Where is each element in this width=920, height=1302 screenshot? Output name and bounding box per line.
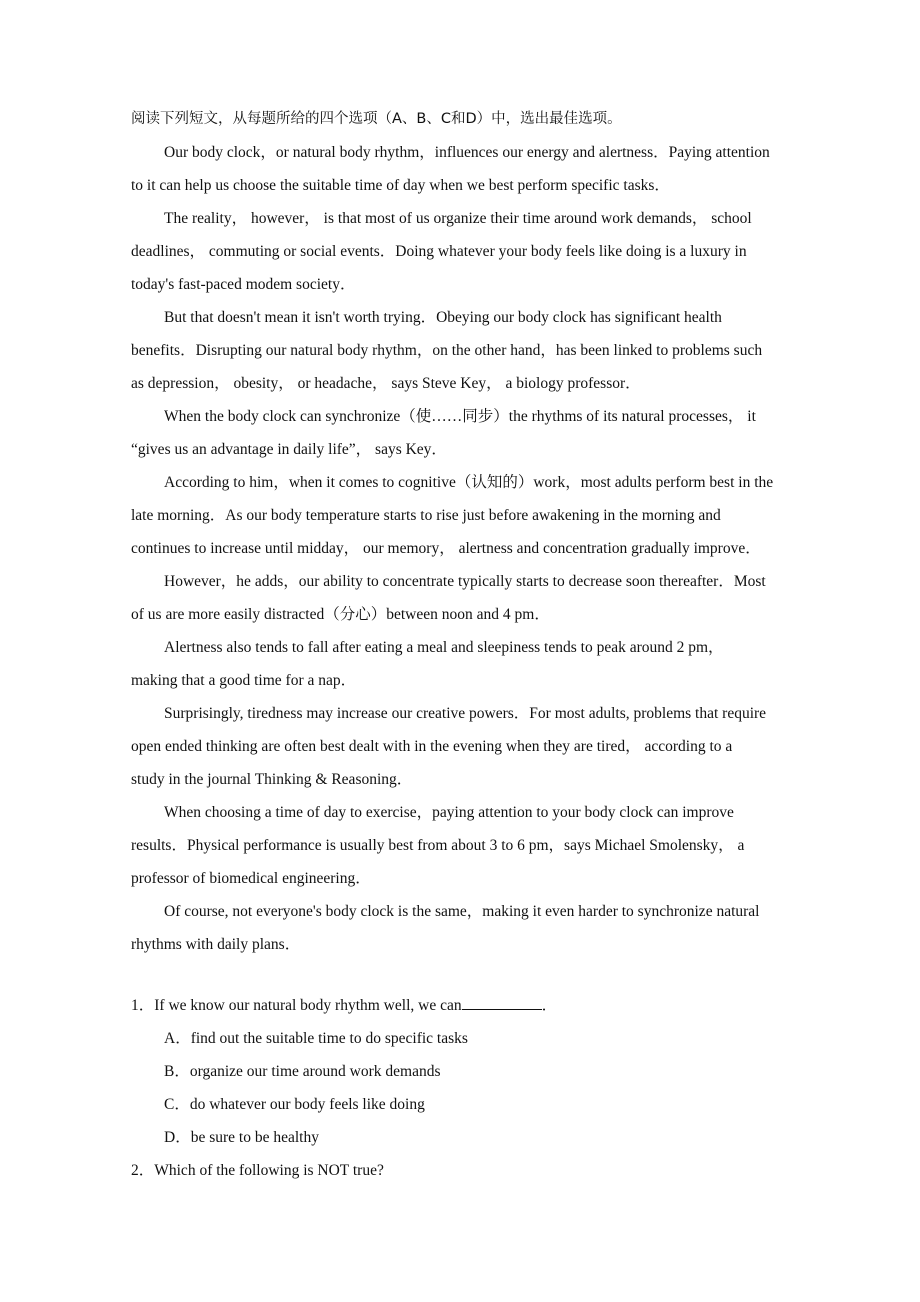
reading-passage: [131, 136, 796, 961]
passage-line: “gives us an advantage in daily life”， says Key．: [131, 441, 447, 458]
passage-line: open ended thinking are often best dealt with in the evening when they are tired， according to a: [131, 738, 733, 755]
passage-paragraph: [131, 697, 796, 796]
question-1: [131, 989, 796, 1154]
passage-paragraph: [131, 136, 796, 202]
option-d: D．be sure to be healthy: [164, 1129, 319, 1146]
passage-line: When the body clock can synchronize（使……同步）the rhythms of its natural processes， it: [164, 408, 756, 425]
question-stem: [131, 989, 796, 1022]
passage-paragraph: [131, 202, 796, 301]
passage-line: today's fast-paced modem society．: [131, 276, 356, 293]
passage-line: The reality， however， is that most of us organize their time around work demands， school: [164, 210, 752, 227]
passage-line: as depression， obesity， or headache， says Steve Key， a biology professor．: [131, 375, 641, 392]
passage-paragraph: [131, 565, 796, 631]
question-stem-end: ．: [541, 997, 558, 1014]
passage-line: late morning．As our body temperature starts to rise just before awakening in the morning and: [131, 507, 721, 524]
passage-line: According to him，when it comes to cognitive（认知的）work，most adults perform best in the: [164, 474, 774, 491]
section-gap: [131, 961, 796, 989]
passage-line: Alertness also tends to fall after eating a meal and sleepiness tends to peak around 2 pm，: [164, 639, 724, 656]
passage-paragraph: [131, 301, 796, 400]
passage-line: Surprisingly, tiredness may increase our creative powers．For most adults, problems that require: [164, 705, 767, 722]
answer-blank: [462, 995, 542, 1010]
passage-line: But that doesn't mean it isn't worth trying．Obeying our body clock has significant health: [164, 309, 722, 326]
passage-line: rhythms with daily plans．: [131, 936, 301, 953]
question-stem-text: 1．If we know our natural body rhythm well, we can: [131, 997, 462, 1014]
passage-line: continues to increase until midday， our memory， alertness and concentration gradually improve．: [131, 540, 761, 557]
passage-paragraph: [131, 466, 796, 565]
question-stem: 2．Which of the following is NOT true?: [131, 1162, 384, 1179]
passage-line: Our body clock，or natural body rhythm，influences our energy and alertness．Paying attention: [164, 144, 770, 161]
option-b: B．organize our time around work demands: [164, 1063, 441, 1080]
passage-line: Of course, not everyone's body clock is the same，making it even harder to synchronize natural: [164, 903, 760, 920]
passage-line: However，he adds，our ability to concentrate typically starts to decrease soon thereafter．Most: [164, 573, 766, 590]
passage-line: results．Physical performance is usually best from about 3 to 6 pm，says Michael Smolensky， a: [131, 837, 745, 854]
passage-paragraph: [131, 796, 796, 895]
passage-line: study in the journal Thinking & Reasoning．: [131, 771, 413, 788]
passage-line: When choosing a time of day to exercise，paying attention to your body clock can improve: [164, 804, 734, 821]
passage-line: professor of biomedical engineering．: [131, 870, 371, 887]
option-a: A．find out the suitable time to do specific tasks: [164, 1030, 468, 1047]
instruction-text: 阅读下列短文，从每题所给的四个选项（A、B、C和D）中，选出最佳选项。: [131, 111, 622, 127]
passage-line: deadlines， commuting or social events．Doing whatever your body feels like doing is a luxury in: [131, 243, 747, 260]
passage-line: making that a good time for a nap．: [131, 672, 357, 689]
passage-paragraph: [131, 631, 796, 697]
question-2: [131, 1154, 796, 1187]
passage-paragraph: [131, 895, 796, 961]
document-page: [131, 103, 796, 1187]
passage-line: of us are more easily distracted（分心）between noon and 4 pm．: [131, 606, 550, 623]
passage-line: to it can help us choose the suitable time of day when we best perform specific tasks．: [131, 177, 670, 194]
passage-paragraph: [131, 400, 796, 466]
passage-line: benefits．Disrupting our natural body rhythm，on the other hand，has been linked to problems such: [131, 342, 763, 359]
option-c: C．do whatever our body feels like doing: [164, 1096, 425, 1113]
